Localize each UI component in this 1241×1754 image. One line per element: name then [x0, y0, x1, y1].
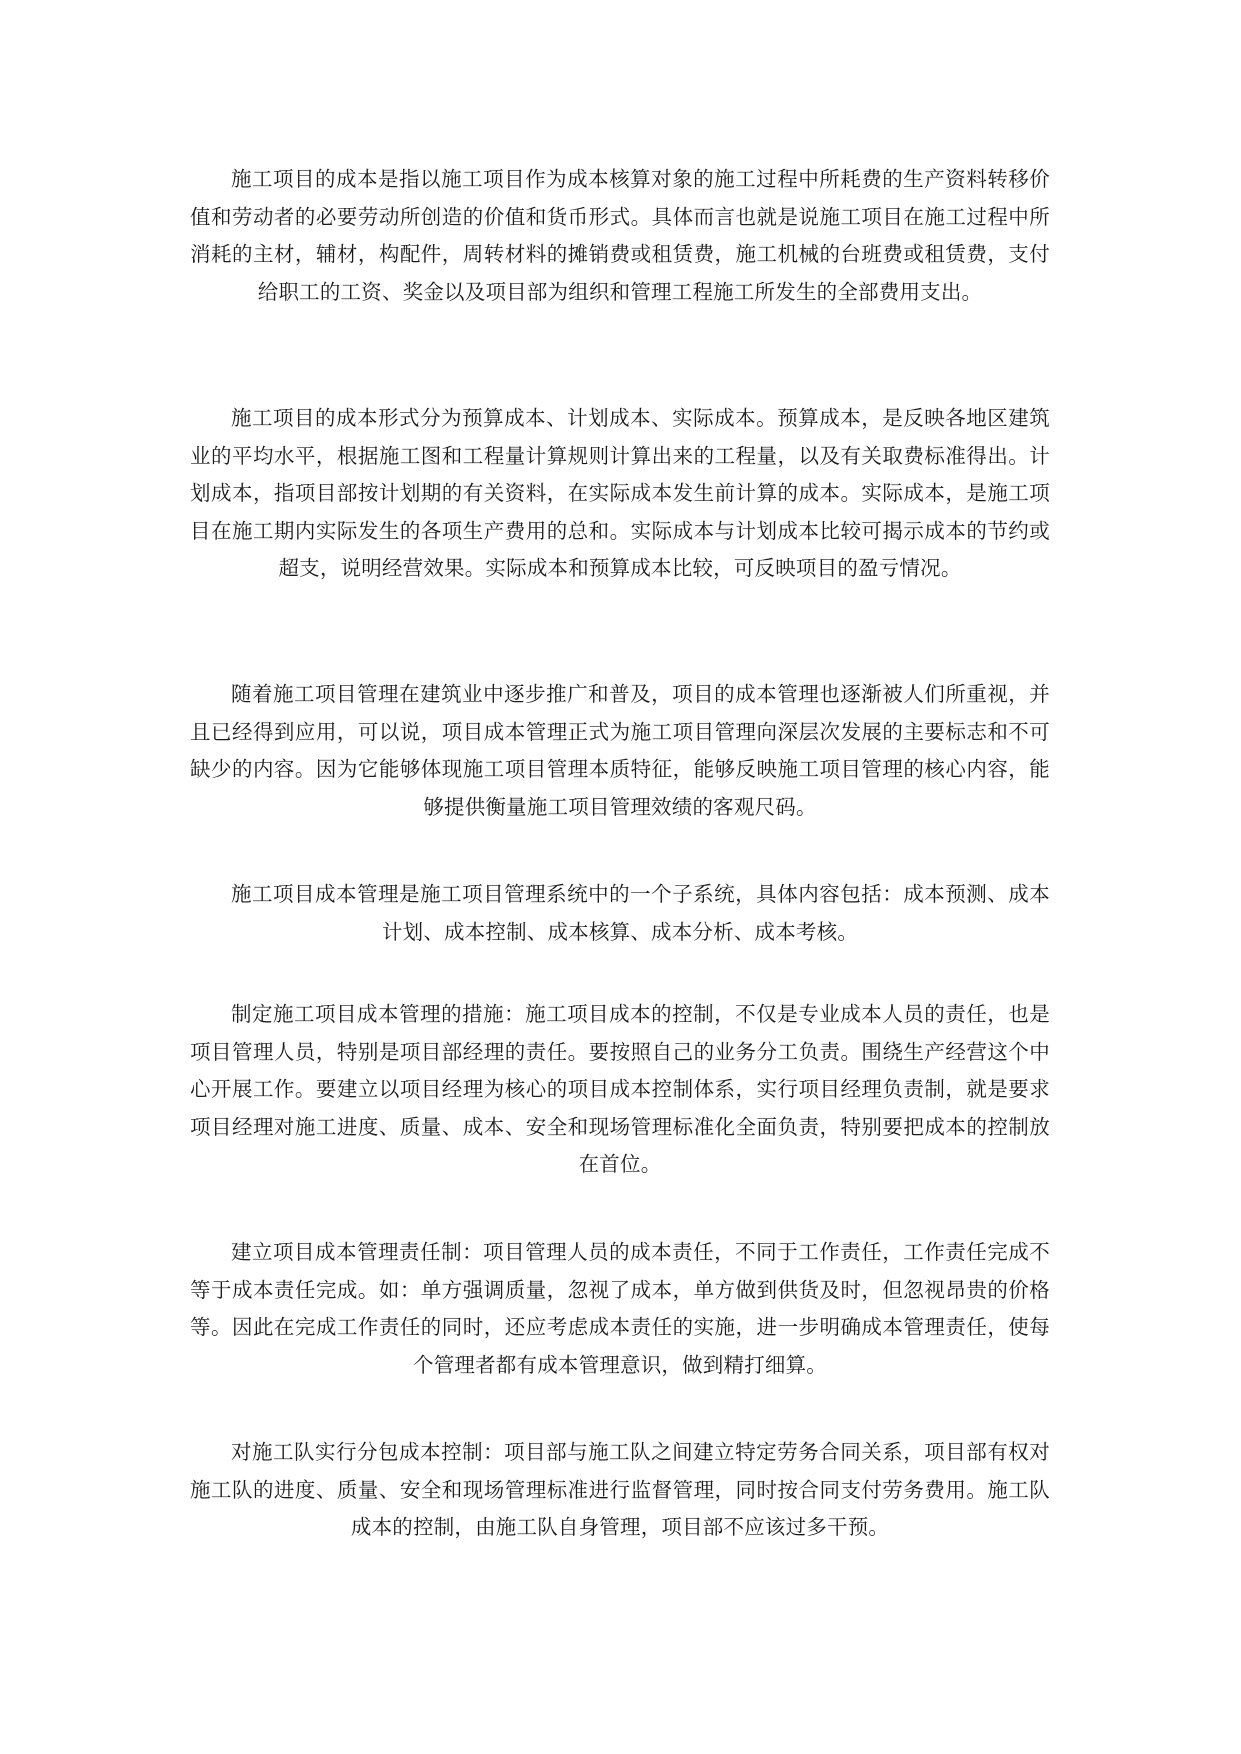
paragraph-cost-definition: 施工项目的成本是指以施工项目作为成本核算对象的施工过程中所耗费的生产资料转移价值和劳动者的必要劳动所创造的价值和货币形式。具体而言也就是说施工项目在施工过程中所消耗的主材，辅材，构配件，周转材料的摊销费或租赁费，施工机械的台班费或租赁费，支付给职工的工资、奖金以及项目部为组织和管理工程施工所发生的全部费用支出。: [190, 167, 1050, 304]
paragraph-cost-management-measures: 制定施工项目成本管理的措施：施工项目成本的控制，不仅是专业成本人员的责任，也是项目管理人员，特别是项目部经理的责任。要按照自己的业务分工负责。围绕生产经营这个中心开展工作。要建立以项目经理为核心的项目成本控制体系，实行项目经理负责制，就是要求项目经理对施工进度、质量、成本、安全和现场管理标准化全面负责，特别要把成本的控制放在首位。: [190, 1002, 1050, 1176]
paragraph-cost-management-subsystem: 施工项目成本管理是施工项目管理系统中的一个子系统，具体内容包括：成本预测、成本计划、成本控制、成本核算、成本分析、成本考核。: [231, 882, 1050, 944]
paragraph-cost-management-importance: 随着施工项目管理在建筑业中逐步推广和普及，项目的成本管理也逐渐被人们所重视，并且已经得到应用，可以说，项目成本管理正式为施工项目管理向深层次发展的主要标志和不可缺少的内容。因为它能够体现施工项目管理本质特征，能够反映施工项目管理的核心内容，能够提供衡量施工项目管理效绩的客观尺码。: [190, 682, 1050, 819]
paragraph-responsibility-system: 建立项目成本管理责任制：项目管理人员的成本责任，不同于工作责任，工作责任完成不等于成本责任完成。如：单方强调质量，忽视了成本，单方做到供货及时，但忽视昂贵的价格等。因此在完成工作责任的同时，还应考虑成本责任的实施，进一步明确成本管理责任，使每个管理者都有成本管理意识，做到精打细算。: [190, 1240, 1050, 1377]
paragraph-cost-forms: 施工项目的成本形式分为预算成本、计划成本、实际成本。预算成本，是反映各地区建筑业的平均水平，根据施工图和工程量计算规则计算出来的工程量，以及有关取费标准得出。计划成本，指项目部按计划期的有关资料，在实际成本发生前计算的成本。实际成本，是施工项目在施工期内实际发生的各项生产费用的总和。实际成本与计划成本比较可揭示成本的节约或超支，说明经营效果。实际成本和预算成本比较，可反映项目的盈亏情况。: [190, 406, 1050, 580]
paragraph-subcontract-cost-control: 对施工队实行分包成本控制：项目部与施工队之间建立特定劳务合同关系，项目部有权对施工队的进度、质量、安全和现场管理标准进行监督管理，同时按合同支付劳务费用。施工队成本的控制，由施工队自身管理，项目部不应该过多干预。: [190, 1440, 1050, 1539]
